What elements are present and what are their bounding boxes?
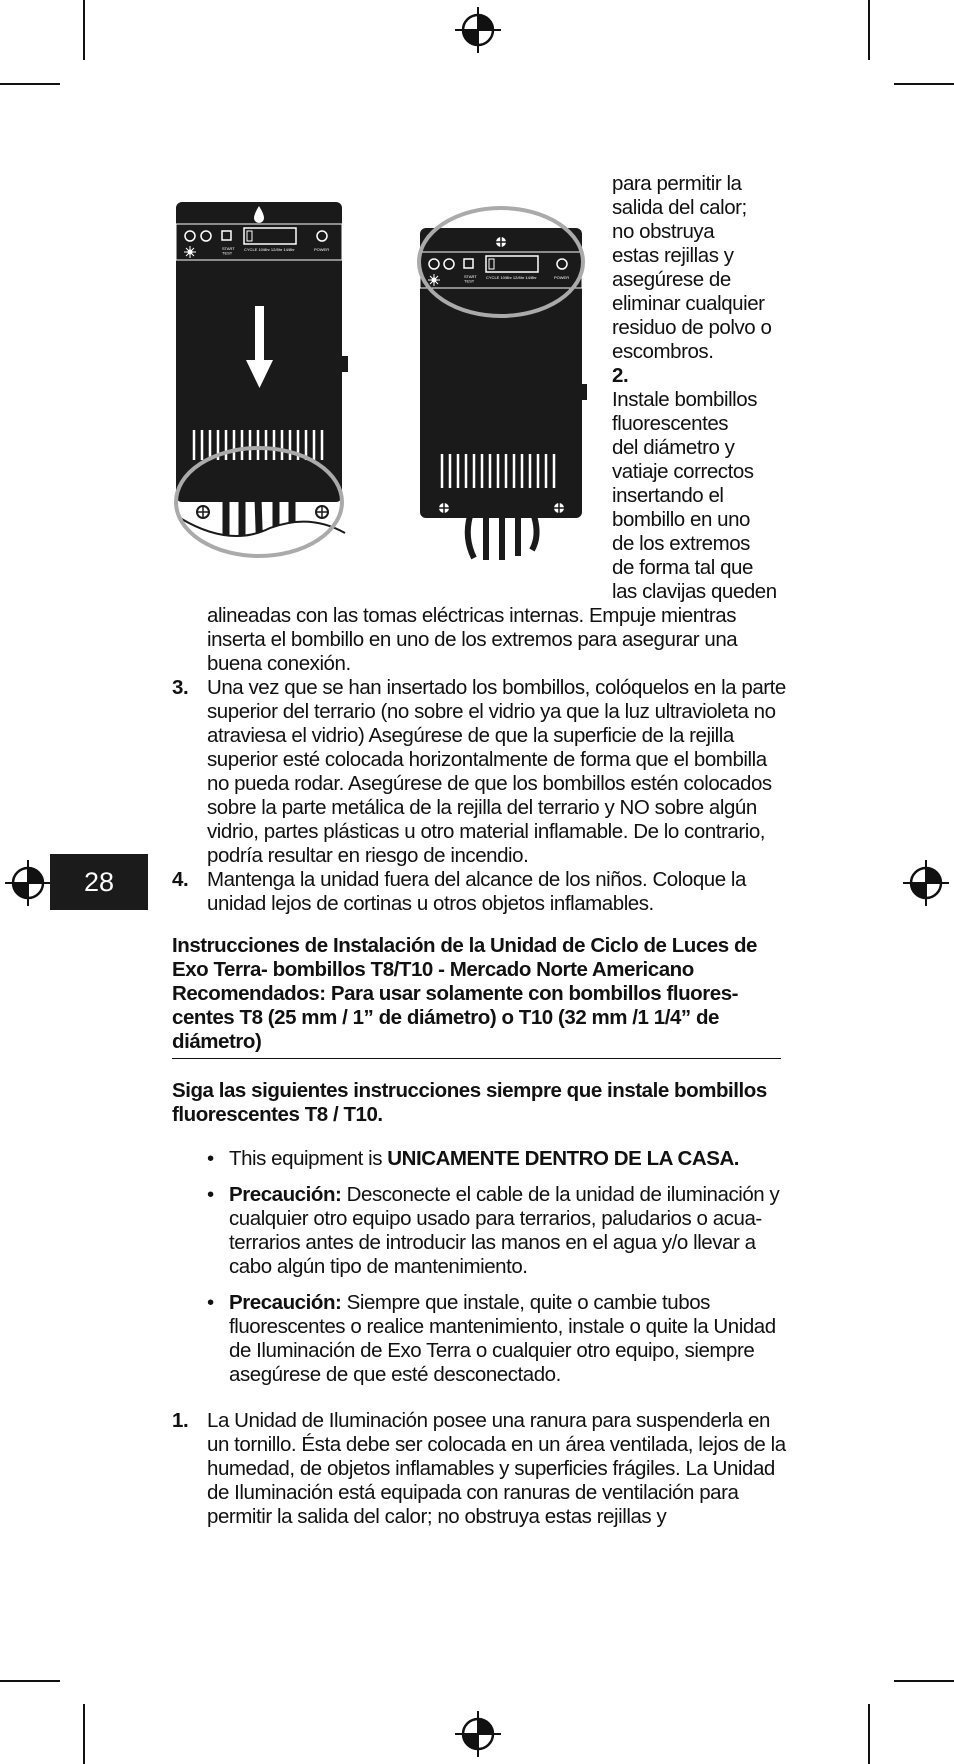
step-number: 3. <box>172 676 189 699</box>
step-text: Mantenga la unidad fuera del alcance de los niños. Coloque la unidad lejos de cortinas u otros objetos inflamables. <box>207 868 746 915</box>
crop-mark <box>868 1704 870 1764</box>
screw-icon <box>316 506 328 518</box>
crop-mark <box>83 0 85 60</box>
bullet-rest: Desconecte el cable de la unidad de iluminación y cualquier otro equipo usado para terrarios, paludarios o acua-terrarios antes de introducir las manos en el agua y/o llevar a cabo algún tipo de mantenimiento. <box>229 1183 780 1278</box>
screw-icon <box>554 503 564 513</box>
screw-icon <box>496 237 506 247</box>
instruction-list-top <box>172 604 792 916</box>
bullet-item <box>207 1183 787 1279</box>
registration-mark-icon <box>455 1711 501 1757</box>
sub-heading: Siga las siguientes instrucciones siempre que instale bombillos fluorescentes T8 / T10. <box>172 1079 767 1126</box>
power-label: POWER <box>554 275 570 280</box>
light-cycle-unit-front-illustration <box>170 198 355 564</box>
side-line: de los extremos <box>612 532 750 555</box>
crop-mark <box>0 83 60 85</box>
step-2-continuation: alineadas con las tomas eléctricas internas. Empuje mientras inserta el bombillo en uno de los extremos para asegurar una buena conexión. <box>207 604 738 675</box>
bullet-strong: Precaución: <box>229 1291 342 1314</box>
side-line: residuo de polvo o <box>612 316 772 339</box>
side-line: del diámetro y <box>612 436 735 459</box>
screw-icon <box>439 503 449 513</box>
list-item <box>172 868 792 916</box>
section-heading: Instrucciones de Instalación de la Unidad de Ciclo de Luces de Exo Terra- bombillos T8/T10 - Mercado Norte Americano Recomendados: Para usar solamente con bombillos fluores-centes T8 (25 mm / 1” de diámetro) o T10 (32 mm /1 1/4” de diámetro) <box>172 934 757 1053</box>
power-cords <box>468 516 537 560</box>
crop-mark <box>894 83 954 85</box>
side-line: no obstruya <box>612 220 715 243</box>
screw-icon <box>197 506 209 518</box>
bullet-dot: • <box>207 1147 214 1170</box>
bullet-strong: UNICAMENTE DENTRO DE LA CASA. <box>387 1147 740 1170</box>
crop-mark <box>83 1704 85 1764</box>
light-cycle-unit-mounted-illustration <box>414 198 594 564</box>
side-line: fluorescentes <box>612 412 729 435</box>
crop-mark <box>0 1680 60 1682</box>
registration-mark-icon <box>5 860 51 906</box>
bullet-item <box>207 1147 787 1171</box>
step-text: La Unidad de Iluminación posee una ranura para suspenderla en un tornillo. Ésta debe ser colocada en un área ventilada, lejos de la humedad, de objetos inflamables y superficies frágiles. La Unidad de Iluminación está equipada con ranuras de ventilación para permitir la salida del calor; no obstruya estas rejillas y <box>207 1409 786 1528</box>
bullet-strong: Precaución: <box>229 1183 342 1206</box>
side-line: vatiaje correctos <box>612 460 754 483</box>
side-line: insertando el <box>612 484 724 507</box>
side-line: estas rejillas y <box>612 244 734 267</box>
side-line: de forma tal que <box>612 556 753 579</box>
registration-mark-icon <box>903 860 949 906</box>
cycle-label: CYCLE 10/8hr 12/8hr 14/8hr <box>486 275 537 280</box>
list-item <box>172 1409 792 1529</box>
side-text <box>612 172 792 604</box>
step-number: 4. <box>172 868 189 891</box>
bullet-dot: • <box>207 1183 214 1206</box>
heading-divider <box>172 1058 781 1059</box>
bullet-lead: This equipment is <box>229 1147 388 1170</box>
cycle-label: CYCLE 10/8hr 12/8hr 14/8hr <box>244 247 295 252</box>
side-line: para permitir la <box>612 172 742 195</box>
list-item <box>172 676 792 868</box>
step-2-number: 2. <box>612 364 629 387</box>
side-line: asegúrese de <box>612 268 731 291</box>
registration-mark-icon <box>455 7 501 53</box>
side-line: Instale bombillos <box>612 388 758 411</box>
crop-mark <box>868 0 870 60</box>
crop-mark <box>894 1680 954 1682</box>
bullet-dot: • <box>207 1291 214 1314</box>
side-line: eliminar cualquier <box>612 292 765 315</box>
instruction-list-bottom <box>172 1409 792 1529</box>
vent-grille <box>442 454 554 488</box>
side-line: salida del calor; <box>612 196 747 219</box>
side-line: escombros. <box>612 340 714 363</box>
step-text: Una vez que se han insertado los bombillos, colóquelos en la parte superior del terrario (no sobre el vidrio ya que la luz ultravioleta no atraviesa el vidrio) Asegúrese de que la superficie de la rejilla superior esté colocada horizontalmente de forma que el bombilla no pueda rodar. Asegúrese de que los bombillos estén colocados sobre la parte metálica de la rejilla del terrario y NO sobre algún vidrio, partes plásticas u otro material inflamable. De lo contrario, podría resultar en riesgo de incendio. <box>207 676 786 867</box>
bullet-item <box>207 1291 787 1387</box>
side-line: las clavijas queden <box>612 580 777 603</box>
start-test-label: START TEST <box>222 246 235 256</box>
start-test-label: START TEST <box>464 274 477 284</box>
step-number: 1. <box>172 1409 189 1432</box>
bullet-rest: Siempre que instale, quite o cambie tubos fluorescentes o realice mantenimiento, instale o quite la Unidad de Iluminación de Exo Terra o cualquier otro equipo, siempre asegúrese de que esté desconectado. <box>229 1291 776 1386</box>
side-line: bombillo en uno <box>612 508 750 531</box>
power-label: POWER <box>314 247 330 252</box>
page-number: 28 <box>50 854 148 910</box>
